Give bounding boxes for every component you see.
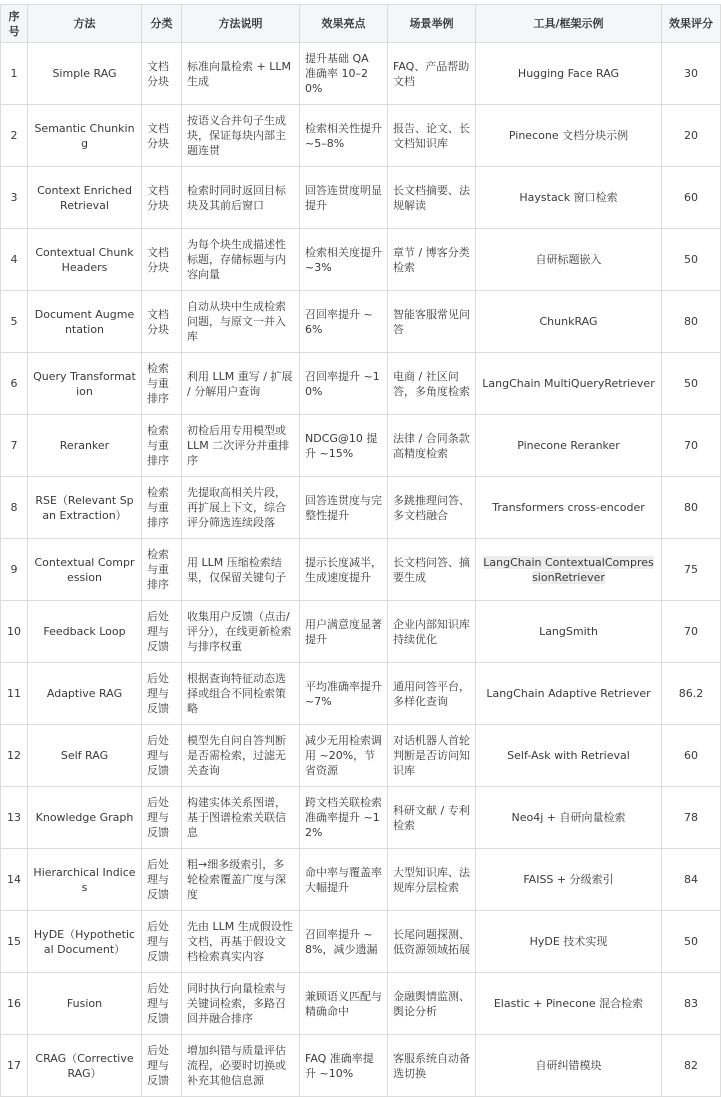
row-highlights: 检索相关度提升 ~3%: [300, 229, 388, 291]
row-scenarios: 大型知识库、法规库分层检索: [388, 849, 476, 911]
row-tools: HyDE 技术实现: [476, 911, 662, 973]
row-tools: FAISS + 分级索引: [476, 849, 662, 911]
row-score: 30: [662, 43, 721, 105]
row-method: CRAG（Corrective RAG）: [28, 1035, 142, 1097]
row-scenarios: 智能客服常见问答: [388, 291, 476, 353]
row-category: 后处理与反馈: [142, 1035, 182, 1097]
table-body: [1, 43, 721, 1097]
table-row: [1, 911, 721, 973]
row-scenarios: 科研文献 / 专利检索: [388, 787, 476, 849]
row-score: 84: [662, 849, 721, 911]
table-row: [1, 43, 721, 105]
table-row: [1, 415, 721, 477]
row-tools: Elastic + Pinecone 混合检索: [476, 973, 662, 1035]
row-category: 文档分块: [142, 291, 182, 353]
row-method: Document Augmentation: [28, 291, 142, 353]
row-score: 82: [662, 1035, 721, 1097]
row-highlights: 提升基础 QA 准确率 10–20%: [300, 43, 388, 105]
row-description: 先由 LLM 生成假设性文档，再基于假设文档检索真实内容: [182, 911, 300, 973]
table-row: [1, 353, 721, 415]
row-tools: Haystack 窗口检索: [476, 167, 662, 229]
row-description: 模型先自问自答判断是否需检索，过滤无关查询: [182, 725, 300, 787]
row-index: 8: [1, 477, 28, 539]
row-index: 12: [1, 725, 28, 787]
row-index: 9: [1, 539, 28, 601]
row-category: 后处理与反馈: [142, 911, 182, 973]
row-scenarios: 电商 / 社区问答，多角度检索: [388, 353, 476, 415]
row-index: 10: [1, 601, 28, 663]
row-index: 2: [1, 105, 28, 167]
row-tools: Pinecone Reranker: [476, 415, 662, 477]
row-tools: Hugging Face RAG: [476, 43, 662, 105]
header-description: 方法说明: [182, 5, 300, 43]
row-category: 文档分块: [142, 229, 182, 291]
row-index: 15: [1, 911, 28, 973]
row-score: 80: [662, 477, 721, 539]
row-scenarios: FAQ、产品帮助文档: [388, 43, 476, 105]
row-description: 粗→细多级索引，多轮检索覆盖广度与深度: [182, 849, 300, 911]
row-tools: [476, 539, 662, 601]
row-scenarios: 金融舆情监测、舆论分析: [388, 973, 476, 1035]
row-category: 文档分块: [142, 43, 182, 105]
row-method: HyDE（Hypothetical Document）: [28, 911, 142, 973]
table-row: [1, 539, 721, 601]
row-tools: ChunkRAG: [476, 291, 662, 353]
row-highlights: 命中率与覆盖率大幅提升: [300, 849, 388, 911]
table-row: [1, 229, 721, 291]
row-method: Self RAG: [28, 725, 142, 787]
table-row: [1, 167, 721, 229]
row-category: 检索与重排序: [142, 477, 182, 539]
row-scenarios: 长尾问题探测、低资源领域拓展: [388, 911, 476, 973]
row-score: 80: [662, 291, 721, 353]
row-highlights: 回答连贯度与完整性提升: [300, 477, 388, 539]
row-scenarios: 对话机器人首轮判断是否访问知识库: [388, 725, 476, 787]
row-tools: 自研标题嵌入: [476, 229, 662, 291]
row-tools: Pinecone 文档分块示例: [476, 105, 662, 167]
row-index: 1: [1, 43, 28, 105]
header-category: 分类: [142, 5, 182, 43]
row-scenarios: 长文档摘要、法规解读: [388, 167, 476, 229]
row-scenarios: 报告、论文、长文档知识库: [388, 105, 476, 167]
row-description: 初检后用专用模型或 LLM 二次评分并重排序: [182, 415, 300, 477]
row-method: Fusion: [28, 973, 142, 1035]
row-highlights: 召回率提升 ~8%，减少遗漏: [300, 911, 388, 973]
row-tools: Transformers cross-encoder: [476, 477, 662, 539]
row-category: 检索与重排序: [142, 353, 182, 415]
row-score: 83: [662, 973, 721, 1035]
row-method: Context Enriched Retrieval: [28, 167, 142, 229]
table-row: [1, 787, 721, 849]
row-description: 根据查询特征动态选择或组合不同检索策略: [182, 663, 300, 725]
row-description: 标准向量检索 + LLM 生成: [182, 43, 300, 105]
row-method: Hierarchical Indices: [28, 849, 142, 911]
row-scenarios: 法律 / 合同条款高精度检索: [388, 415, 476, 477]
row-highlights: 跨文档关联检索准确率提升 ~12%: [300, 787, 388, 849]
row-method: RSE（Relevant Span Extraction）: [28, 477, 142, 539]
row-category: 检索与重排序: [142, 539, 182, 601]
row-method: Feedback Loop: [28, 601, 142, 663]
row-tools: Self-Ask with Retrieval: [476, 725, 662, 787]
table-header-row: [1, 5, 721, 43]
table-row: [1, 849, 721, 911]
row-score: 70: [662, 415, 721, 477]
row-score: 50: [662, 911, 721, 973]
row-description: 收集用户反馈（点击/评分），在线更新检索与排序权重: [182, 601, 300, 663]
row-index: 7: [1, 415, 28, 477]
row-scenarios: 企业内部知识库持续优化: [388, 601, 476, 663]
row-category: 文档分块: [142, 167, 182, 229]
table-row: [1, 725, 721, 787]
row-score: 86.2: [662, 663, 721, 725]
header-method: 方法: [28, 5, 142, 43]
row-description: 检索时同时返回目标块及其前后窗口: [182, 167, 300, 229]
row-score: 78: [662, 787, 721, 849]
row-highlights: 召回率提升 ~10%: [300, 353, 388, 415]
row-category: 检索与重排序: [142, 415, 182, 477]
header-score: 效果评分: [662, 5, 721, 43]
row-description: 先提取高相关片段，再扩展上下文，综合评分筛选连续段落: [182, 477, 300, 539]
row-highlights: 用户满意度显著提升: [300, 601, 388, 663]
row-method: Reranker: [28, 415, 142, 477]
row-description: 构建实体关系图谱，基于图谱检索关联信息: [182, 787, 300, 849]
row-index: 3: [1, 167, 28, 229]
table-row: [1, 105, 721, 167]
row-tools: LangChain MultiQueryRetriever: [476, 353, 662, 415]
row-index: 5: [1, 291, 28, 353]
header-highlights: 效果亮点: [300, 5, 388, 43]
row-index: 14: [1, 849, 28, 911]
row-tools: LangChain Adaptive Retriever: [476, 663, 662, 725]
row-method: Contextual Chunk Headers: [28, 229, 142, 291]
rag-methods-table: [0, 4, 721, 1097]
row-method: Query Transformation: [28, 353, 142, 415]
table-row: [1, 663, 721, 725]
row-scenarios: 通用问答平台，多样化查询: [388, 663, 476, 725]
row-score: 20: [662, 105, 721, 167]
row-index: 16: [1, 973, 28, 1035]
header-index: 序号: [1, 5, 28, 43]
row-scenarios: 多跳推理问答、多文档融合: [388, 477, 476, 539]
row-index: 6: [1, 353, 28, 415]
row-highlights: 检索相关性提升 ~5–8%: [300, 105, 388, 167]
row-highlights: 平均准确率提升 ~7%: [300, 663, 388, 725]
row-highlights: FAQ 准确率提升 ~10%: [300, 1035, 388, 1097]
row-category: 后处理与反馈: [142, 725, 182, 787]
row-description: 按语义合并句子生成块，保证每块内部主题连贯: [182, 105, 300, 167]
row-category: 后处理与反馈: [142, 601, 182, 663]
row-highlights: 减少无用检索调用 ~20%，节省资源: [300, 725, 388, 787]
row-method: Adaptive RAG: [28, 663, 142, 725]
row-category: 文档分块: [142, 105, 182, 167]
row-description: 用 LLM 压缩检索结果，仅保留关键句子: [182, 539, 300, 601]
row-score: 60: [662, 725, 721, 787]
table-row: [1, 477, 721, 539]
row-description: 同时执行向量检索与关键词检索，多路召回并融合排序: [182, 973, 300, 1035]
row-category: 后处理与反馈: [142, 787, 182, 849]
row-score: 60: [662, 167, 721, 229]
row-tools-text: LangChain ContextualCompressionRetriever: [483, 555, 654, 584]
row-method: Contextual Compression: [28, 539, 142, 601]
row-index: 17: [1, 1035, 28, 1097]
table-row: [1, 973, 721, 1035]
header-tools: 工具/框架示例: [476, 5, 662, 43]
row-highlights: NDCG@10 提升 ~15%: [300, 415, 388, 477]
row-scenarios: 章节 / 博客分类检索: [388, 229, 476, 291]
row-description: 增加纠错与质量评估流程，必要时切换或补充其他信息源: [182, 1035, 300, 1097]
row-score: 70: [662, 601, 721, 663]
row-scenarios: 客服系统自动备选切换: [388, 1035, 476, 1097]
row-score: 50: [662, 353, 721, 415]
row-method: Knowledge Graph: [28, 787, 142, 849]
table-row: [1, 1035, 721, 1097]
table-row: [1, 291, 721, 353]
row-score: 50: [662, 229, 721, 291]
row-scenarios: 长文档问答、摘要生成: [388, 539, 476, 601]
row-method: Semantic Chunking: [28, 105, 142, 167]
row-description: 为每个块生成描述性标题，存储标题与内容向量: [182, 229, 300, 291]
row-description: 利用 LLM 重写 / 扩展 / 分解用户查询: [182, 353, 300, 415]
row-highlights: 召回率提升 ~6%: [300, 291, 388, 353]
row-category: 后处理与反馈: [142, 973, 182, 1035]
row-index: 13: [1, 787, 28, 849]
row-index: 11: [1, 663, 28, 725]
row-index: 4: [1, 229, 28, 291]
row-score: 75: [662, 539, 721, 601]
row-tools: LangSmith: [476, 601, 662, 663]
row-category: 后处理与反馈: [142, 849, 182, 911]
row-highlights: 提示长度减半，生成速度提升: [300, 539, 388, 601]
row-category: 后处理与反馈: [142, 663, 182, 725]
row-tools: 自研纠错模块: [476, 1035, 662, 1097]
row-tools: Neo4j + 自研向量检索: [476, 787, 662, 849]
table-row: [1, 601, 721, 663]
row-highlights: 兼顾语义匹配与精确命中: [300, 973, 388, 1035]
row-description: 自动从块中生成检索问题，与原文一并入库: [182, 291, 300, 353]
row-method: Simple RAG: [28, 43, 142, 105]
row-highlights: 回答连贯度明显提升: [300, 167, 388, 229]
header-scenarios: 场景举例: [388, 5, 476, 43]
